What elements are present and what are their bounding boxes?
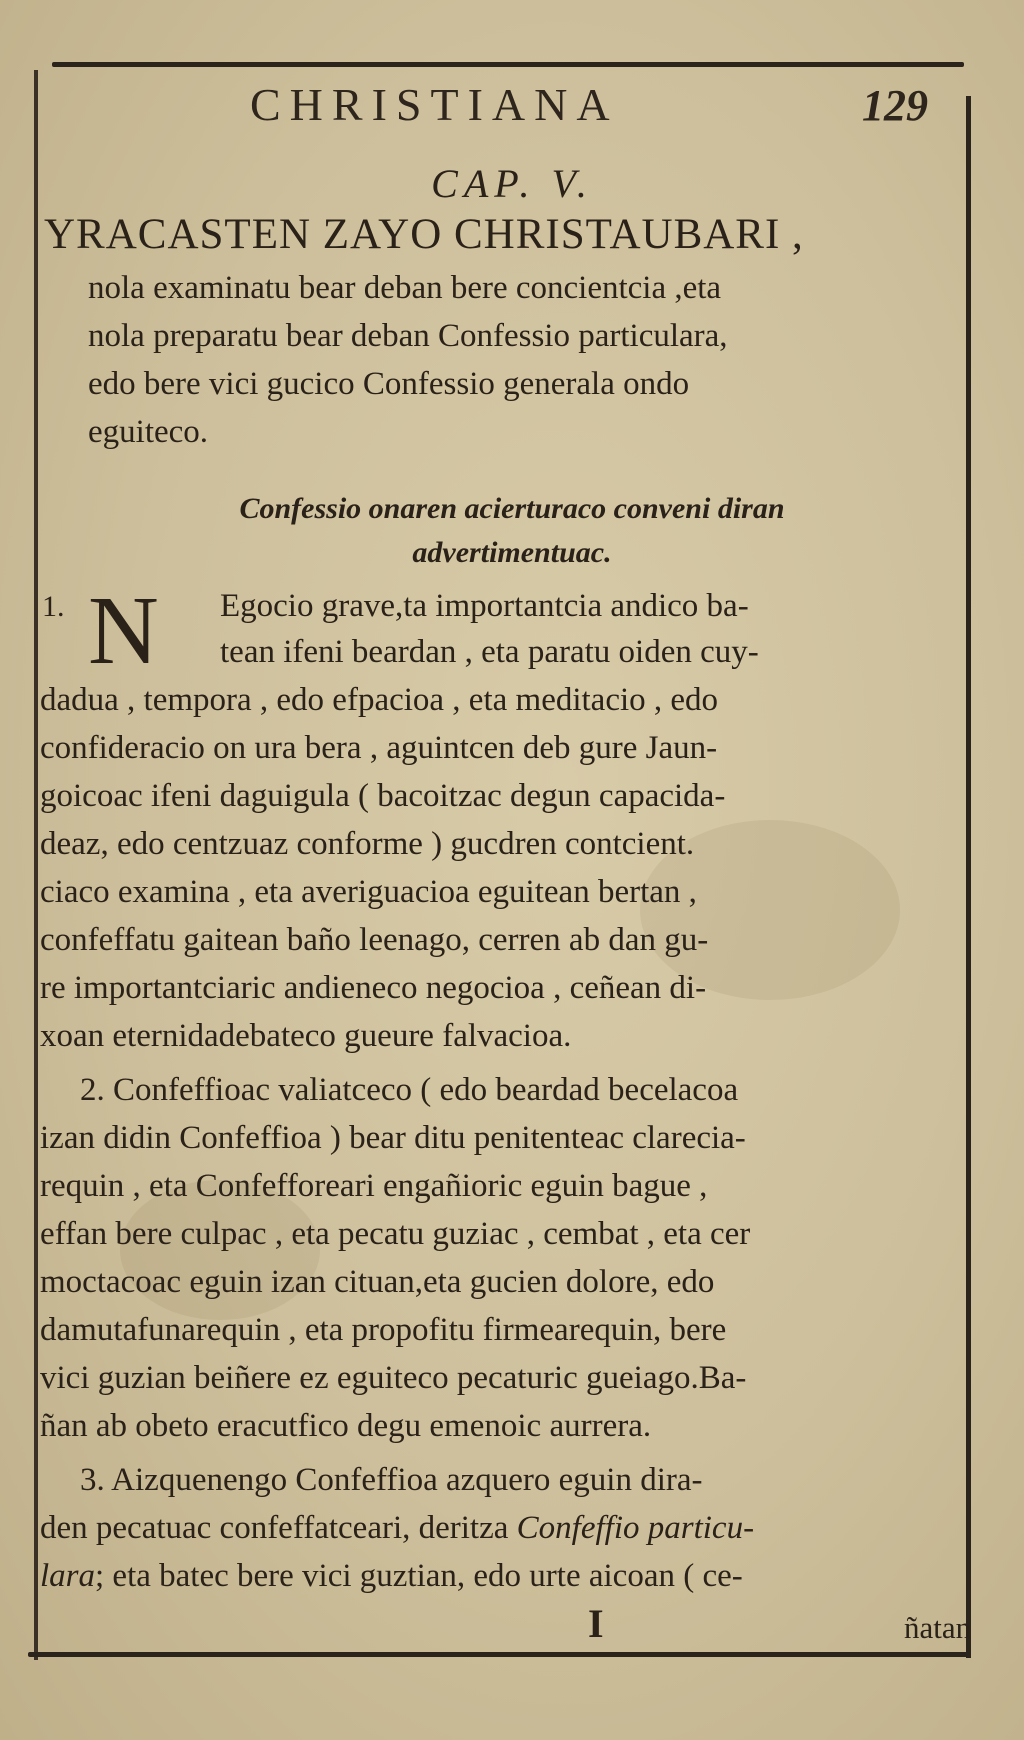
page-number: 129 xyxy=(862,81,928,130)
section-subtitle-line-1: Confessio onaren acierturaco conveni diran xyxy=(239,492,785,525)
paragraph-1-line: re importantciaric andieneco negocioa , ceñean di- xyxy=(40,970,707,1006)
paragraph-2-line: effan bere culpac , eta pecatu guziac , cembat , eta cer xyxy=(40,1216,751,1252)
paragraph-1-line: confideracio on ura bera , aguintcen deb gure Jaun- xyxy=(40,730,718,766)
paragraph-1-line: tean ifeni beardan , eta paratu oiden cuy- xyxy=(220,634,759,670)
paragraph-2-line: moctacoac eguin izan cituan,eta gucien dolore, edo xyxy=(40,1264,715,1300)
chapter-title-line-2: nola examinatu bear deban bere concientcia ,eta xyxy=(88,270,722,306)
chapter-title-line-3: nola preparatu bear deban Confessio particulara, xyxy=(88,318,728,354)
paragraph-1-line: deaz, edo centzuaz conforme ) gucdren contcient. xyxy=(40,826,695,862)
chapter-title-line-5: eguiteco. xyxy=(88,414,209,450)
paragraph-1-line: dadua , tempora , edo efpacioa , eta meditacio , edo xyxy=(40,682,719,718)
paragraph-2-line: izan didin Confeffioa ) bear ditu penitenteac clarecia- xyxy=(40,1120,746,1156)
paragraph-3-text: den pecatuac confeffatceari, deritza xyxy=(40,1510,509,1546)
bottom-rule xyxy=(28,1652,968,1657)
paragraph-1-line: xoan eternidadebateco gueure falvacioa. xyxy=(40,1018,572,1054)
paragraph-number-1: 1. xyxy=(42,590,65,623)
paragraph-3-text: ; eta batec bere vici guztian, edo urte aicoan ( ce- xyxy=(95,1558,743,1594)
paragraph-1-line: confeffatu gaitean baño leenago, cerren ab dan gu- xyxy=(40,922,709,958)
right-rule xyxy=(966,96,971,1658)
paragraph-1-line: goicoac ifeni daguigula ( bacoitzac degun capacida- xyxy=(40,778,726,814)
chapter-number: CAP. V. xyxy=(431,161,593,206)
catchword: ñatan xyxy=(904,1610,972,1645)
drop-cap: N xyxy=(88,577,159,685)
italic-term: Confeffio particu- xyxy=(516,1510,755,1546)
left-rule xyxy=(34,70,38,1660)
paragraph-2-line: ñan ab obeto eracutfico degu emenoic aurrera. xyxy=(40,1408,652,1444)
running-head: CHRISTIANA xyxy=(250,79,619,130)
paragraph-3-line xyxy=(40,1558,743,1595)
paragraph-3-line: 3. Aizquenengo Confeffioa azquero eguin dira- xyxy=(80,1462,703,1498)
paragraph-3-line xyxy=(40,1510,754,1547)
chapter-title-line-1: YRACASTEN ZAYO CHRISTAUBARI , xyxy=(44,211,804,258)
paragraph-1-line: Egocio grave,ta importantcia andico ba- xyxy=(220,588,749,624)
italic-term: lara xyxy=(40,1558,96,1594)
signature-mark: I xyxy=(588,1601,604,1646)
top-rule xyxy=(52,62,964,67)
paragraph-1-line: ciaco examina , eta averiguacioa eguitean bertan , xyxy=(40,874,697,910)
chapter-title-line-4: edo bere vici gucico Confessio generala ondo xyxy=(88,366,690,402)
paragraph-2-line: requin , eta Confefforeari engañioric eguin bague , xyxy=(40,1168,708,1204)
section-subtitle-line-2: advertimentuac. xyxy=(412,536,612,569)
paragraph-2-line: 2. Confeffioac valiatceco ( edo beardad becelacoa xyxy=(80,1072,739,1108)
paragraph-2-line: damutafunarequin , eta propofitu firmearequin, bere xyxy=(40,1312,727,1348)
paragraph-2-line: vici guzian beiñere ez eguiteco pecaturic gueiago.Ba- xyxy=(40,1360,747,1396)
